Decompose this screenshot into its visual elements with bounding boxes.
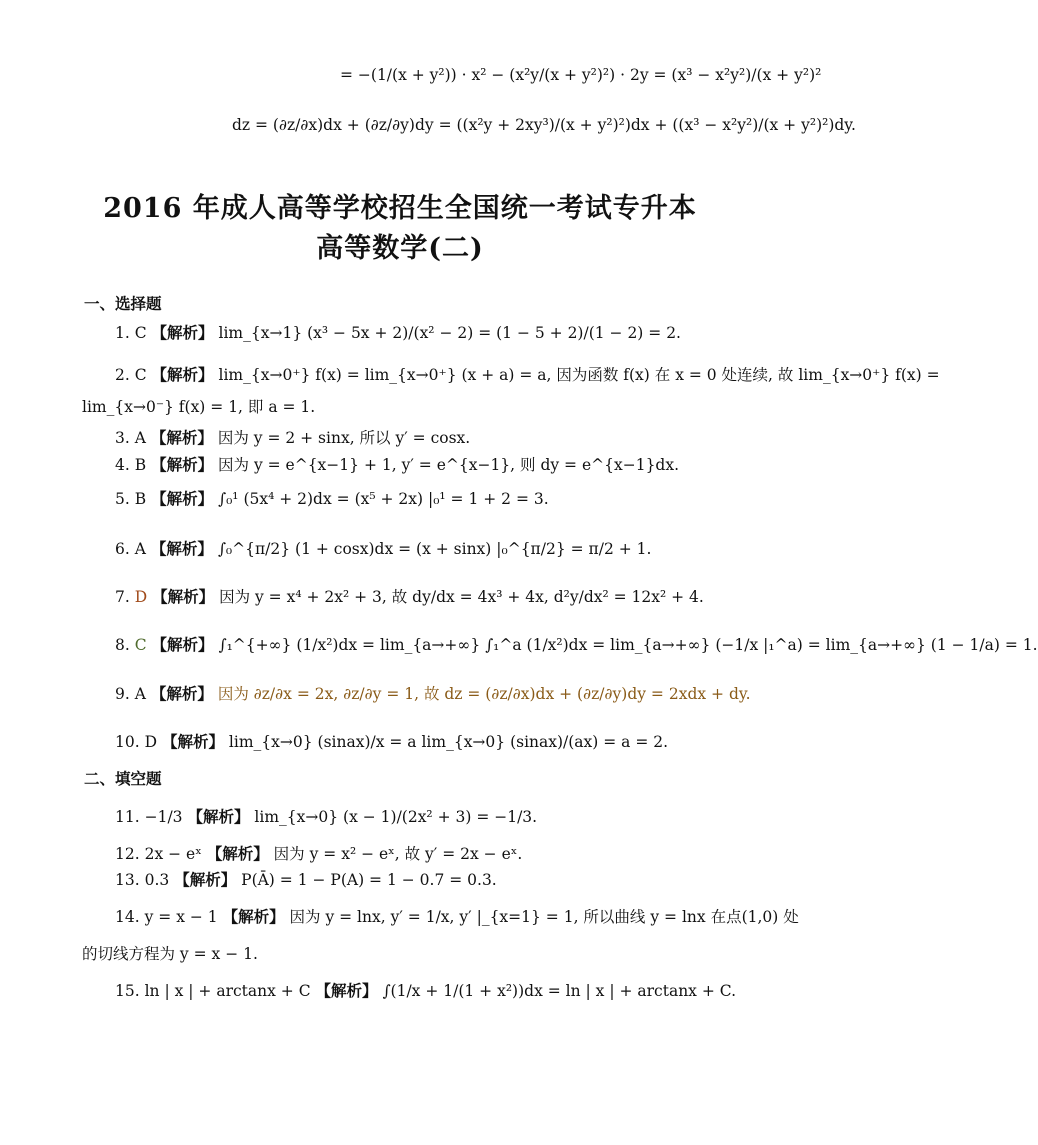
answer-item-3 xyxy=(115,427,730,449)
analysis-tag: 【解析】 xyxy=(151,323,214,342)
item-answer: C xyxy=(134,366,147,384)
answer-item-14 xyxy=(115,906,799,928)
item-solution: ∫₀^{π/2} (1 + cosx)dx = (x + sinx) |₀^{π/2} = π/2 + 1. xyxy=(217,540,652,558)
item-number: 11. xyxy=(115,808,140,826)
analysis-tag: 【解析】 xyxy=(174,870,237,889)
item-answer: D xyxy=(144,733,158,751)
item-solution: 因为 y = 2 + sinx, 所以 y′ = cosx. xyxy=(217,429,471,447)
item-solution: 因为 y = x⁴ + 2x² + 3, 故 dy/dx = 4x³ + 4x, d²y/dx² = 12x² + 4. xyxy=(219,588,704,606)
answer-item-5 xyxy=(115,488,730,510)
item-number: 12. xyxy=(115,845,140,863)
answer-item-2 xyxy=(115,364,940,386)
page-subtitle: 高等数学(二) xyxy=(316,233,484,264)
item-number: 13. xyxy=(115,871,140,889)
item-answer: −1/3 xyxy=(144,808,183,826)
item-solution: ∫₀¹ (5x⁴ + 2)dx = (x⁵ + 2x) |₀¹ = 1 + 2 = 3. xyxy=(218,490,549,508)
analysis-tag: 【解析】 xyxy=(206,844,269,863)
item-answer: A xyxy=(134,540,146,558)
analysis-tag: 【解析】 xyxy=(151,365,214,384)
answer-item-4 xyxy=(115,454,730,476)
item-solution: lim_{x→0} (sinax)/x = a lim_{x→0} (sinax)/(ax) = a = 2. xyxy=(228,733,669,751)
item-number: 3. xyxy=(115,429,130,447)
item-number: 14. xyxy=(115,908,140,926)
item-number: 7. xyxy=(115,588,130,606)
section-fill-heading: 二、填空题 xyxy=(84,769,162,788)
answer-item-9 xyxy=(115,683,751,705)
analysis-tag: 【解析】 xyxy=(151,455,214,474)
item-solution: 因为 y = lnx, y′ = 1/x, y′ |_{x=1} = 1, 所以曲线 y = lnx 在点(1,0) 处 xyxy=(289,908,799,926)
derivative-work-line: = −(1/(x + y²)) · x² − (x²y/(x + y²)²) · 2y = (x³ − x²y²)/(x + y²)² xyxy=(340,66,822,84)
section-choice-heading: 一、选择题 xyxy=(84,294,162,313)
item-answer: C xyxy=(134,324,147,342)
item-number: 8. xyxy=(115,636,130,654)
analysis-tag: 【解析】 xyxy=(161,732,224,751)
item-number: 15. xyxy=(115,982,140,1000)
item-answer: 0.3 xyxy=(144,871,170,889)
answer-item-15 xyxy=(115,980,736,1002)
item-number: 6. xyxy=(115,540,130,558)
item-answer: A xyxy=(134,429,146,447)
answer-item-10 xyxy=(115,731,730,753)
item-solution: ∫(1/x + 1/(1 + x²))dx = ln | x | + arctanx + C. xyxy=(382,982,736,1000)
analysis-tag: 【解析】 xyxy=(222,907,285,926)
item-answer: B xyxy=(134,490,147,508)
item-answer: A xyxy=(134,685,146,703)
answer-item-14-continued: 的切线方程为 y = x − 1. xyxy=(82,945,258,963)
item-solution: ∫₁^{+∞} (1/x²)dx = lim_{a→+∞} ∫₁^a (1/x²)dx = lim_{a→+∞} (−1/x |₁^a) = lim_{a→+∞} (1 − 1/a) = 1. xyxy=(218,636,1038,654)
item-number: 2. xyxy=(115,366,130,384)
item-solution: 因为 ∂z/∂x = 2x, ∂z/∂y = 1, 故 dz = (∂z/∂x)dx + (∂z/∂y)dy = 2xdx + dy. xyxy=(217,685,751,703)
answer-item-12 xyxy=(115,843,730,865)
item-solution: lim_{x→0⁺} f(x) = lim_{x→0⁺} (x + a) = a, 因为函数 f(x) 在 x = 0 处连续, 故 lim_{x→0⁺} f(x) = xyxy=(218,366,940,384)
answer-item-7 xyxy=(115,586,730,608)
item-solution: P(Ā) = 1 − P(A) = 1 − 0.7 = 0.3. xyxy=(241,871,497,889)
total-differential-line: dz = (∂z/∂x)dx + (∂z/∂y)dy = ((x²y + 2xy³)/(x + y²)²)dx + ((x³ − x²y²)/(x + y²)²)dy. xyxy=(232,116,856,134)
item-answer: D xyxy=(134,588,148,606)
analysis-tag: 【解析】 xyxy=(150,428,213,447)
answer-item-11 xyxy=(115,806,730,828)
item-answer: ln | x | + arctanx + C xyxy=(144,982,311,1000)
page-title: 2016 年成人高等学校招生全国统一考试专升本 xyxy=(103,193,697,224)
item-solution: lim_{x→1} (x³ − 5x + 2)/(x² − 2) = (1 − 5 + 2)/(1 − 2) = 2. xyxy=(218,324,681,342)
item-solution: 因为 y = e^{x−1} + 1, y′ = e^{x−1}, 则 dy = e^{x−1}dx. xyxy=(218,456,680,474)
item-answer: 2x − eˣ xyxy=(144,845,202,863)
answer-item-1 xyxy=(115,322,730,344)
analysis-tag: 【解析】 xyxy=(151,489,214,508)
item-answer: y = x − 1 xyxy=(144,908,218,926)
analysis-tag: 【解析】 xyxy=(187,807,250,826)
analysis-tag: 【解析】 xyxy=(150,539,213,558)
analysis-tag: 【解析】 xyxy=(152,587,215,606)
item-answer: B xyxy=(134,456,147,474)
item-number: 4. xyxy=(115,456,130,474)
analysis-tag: 【解析】 xyxy=(315,981,378,1000)
item-answer: C xyxy=(134,636,147,654)
item-number: 1. xyxy=(115,324,130,342)
item-number: 10. xyxy=(115,733,140,751)
item-solution: lim_{x→0} (x − 1)/(2x² + 3) = −1/3. xyxy=(254,808,538,826)
item-number: 9. xyxy=(115,685,130,703)
item-number: 5. xyxy=(115,490,130,508)
analysis-tag: 【解析】 xyxy=(150,684,213,703)
item-solution: 因为 y = x² − eˣ, 故 y′ = 2x − eˣ. xyxy=(273,845,523,863)
analysis-tag: 【解析】 xyxy=(151,635,214,654)
answer-item-8 xyxy=(115,634,1038,656)
answer-item-2-continued: lim_{x→0⁻} f(x) = 1, 即 a = 1. xyxy=(82,398,316,416)
answer-item-13 xyxy=(115,869,730,891)
answer-item-6 xyxy=(115,538,730,560)
